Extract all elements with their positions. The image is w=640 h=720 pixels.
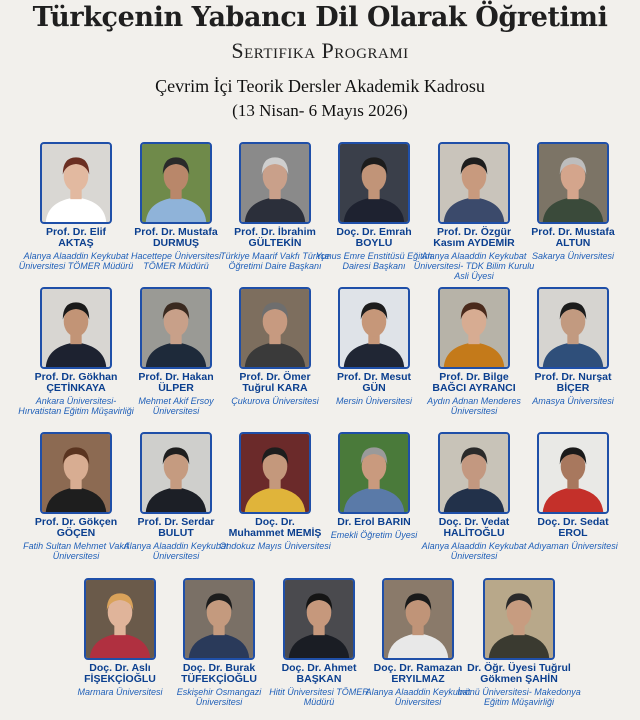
name-title-line: Doç. Dr. Ramazan — [373, 662, 463, 674]
name-title-line: Doç. Dr. Vedat — [438, 516, 510, 528]
portrait-photo — [537, 142, 609, 224]
name-surname-line: ERYILMAZ — [391, 673, 445, 685]
name-title-line: Prof. Dr. Ömer — [239, 371, 311, 383]
name-title-line: Prof. Dr. Özgür — [436, 226, 512, 238]
faculty-affiliation: Adıyaman Üniversitesi — [528, 541, 618, 551]
name-surname-line: BİÇER — [556, 382, 590, 394]
faculty-affiliation: Hitit Üniversitesi TÖMER Müdürü — [269, 687, 369, 707]
name-surname-line: BULUT — [158, 527, 194, 539]
name-title-line: Doç. Dr. Burak — [182, 662, 256, 674]
faculty-name — [513, 372, 633, 394]
portrait-photo — [338, 142, 410, 224]
portrait-photo — [537, 287, 609, 369]
portrait-photo — [140, 142, 212, 224]
name-surname-line: GÜN — [362, 382, 386, 394]
portrait-photo — [239, 142, 311, 224]
name-surname-line: ÜLPER — [158, 382, 194, 394]
faculty-affiliation: Yunus Emre Enstitüsü Eğitim Dairesi Başkanı — [315, 251, 433, 271]
name-surname-line: Muhammet MEMİŞ — [228, 527, 322, 539]
portrait-photo — [338, 287, 410, 369]
portrait-photo — [537, 432, 609, 514]
portrait-photo — [338, 432, 410, 514]
portrait-photo — [140, 287, 212, 369]
faculty-affiliation: Çukurova Üniversitesi — [231, 396, 319, 406]
faculty-affiliation: Alanya Alaaddin Keykubat Üniversitesi TÖMER Müdürü — [18, 251, 134, 271]
faculty-affiliation: Alanya Alaaddin Keykubat Üniversitesi- TDK Bilim Kurulu Asli Üyesi — [413, 251, 535, 281]
name-title-line: Prof. Dr. Nurşat — [534, 371, 612, 383]
faculty-affiliation: Aydın Adnan Menderes Üniversitesi — [427, 396, 521, 416]
name-surname-line: AKTAŞ — [58, 237, 94, 249]
portrait-photo — [483, 578, 555, 660]
program-subtitle: Sertifika Programı — [231, 38, 409, 63]
faculty-name — [459, 663, 579, 685]
faculty-affiliation: Alanya Alaaddin Keykubat Üniversitesi — [421, 541, 527, 561]
name-title-line: Doç. Dr. Sedat — [537, 516, 609, 528]
name-surname-line: Gökmen ŞAHİN — [480, 673, 558, 685]
faculty-affiliation: Alanya Alaaddin Keykubat Üniversitesi — [123, 541, 229, 561]
portrait-photo — [438, 142, 510, 224]
faculty-affiliation: Mehmet Akif Ersoy Üniversitesi — [138, 396, 214, 416]
name-surname-line: BOYLU — [355, 237, 393, 249]
name-title-line: Prof. Dr. Mustafa — [134, 226, 218, 238]
name-title-line: Prof. Dr. Mesut — [336, 371, 412, 383]
faculty-affiliation: Emekli Öğretim Üyesi — [330, 530, 418, 540]
faculty-affiliation: İnönü Üniversitesi- Makedonya Eğitim Müşavirliği — [457, 687, 581, 707]
faculty-name — [513, 227, 633, 249]
page-title: Türkçenin Yabancı Dil Olarak Öğretimi — [32, 2, 608, 33]
portrait-photo — [40, 287, 112, 369]
name-title-line: Doç. Dr. Aslı — [89, 662, 151, 674]
portrait-photo — [183, 578, 255, 660]
faculty-affiliation: Fatih Sultan Mehmet Vakıf Üniversitesi — [23, 541, 129, 561]
name-surname-line: ÇETİNKAYA — [46, 382, 106, 394]
name-title-line: Prof. Dr. İbrahim — [234, 226, 316, 238]
name-title-line: Doç. Dr. Emrah — [336, 226, 412, 238]
portrait-photo — [140, 432, 212, 514]
faculty-affiliation: Ankara Üniversitesi- Hırvatistan Eğitim Müşavirliği — [18, 396, 134, 416]
name-title-line: Dr. Erol BARIN — [337, 516, 411, 528]
name-surname-line: FİŞEKÇİOĞLU — [84, 673, 156, 685]
faculty-affiliation: Türkiye Maarif Vakfı Türkçe Öğretimi Daire Başkanı — [220, 251, 330, 271]
name-surname-line: Kasım AYDEMİR — [433, 237, 515, 249]
portrait-photo — [239, 287, 311, 369]
name-surname-line: GÜLTEKİN — [248, 237, 302, 249]
name-surname-line: TÜFEKÇİOĞLU — [181, 673, 257, 685]
portrait-photo — [40, 432, 112, 514]
name-title-line: Prof. Dr. Serdar — [137, 516, 215, 528]
faculty-affiliation: Sakarya Üniversitesi — [531, 251, 615, 261]
faculty-affiliation: Mersin Üniversitesi — [335, 396, 413, 406]
name-title-line: Prof. Dr. Hakan — [138, 371, 214, 383]
name-title-line: Prof. Dr. Gökçen — [34, 516, 118, 528]
name-surname-line: ALTUN — [555, 237, 591, 249]
name-title-line: Doç. Dr. — [255, 516, 295, 528]
program-dates: (13 Nisan- 6 Mayıs 2026) — [232, 101, 408, 120]
name-title-line: Doç. Dr. Ahmet — [281, 662, 357, 674]
faculty-affiliation: Eskişehir Osmangazi Üniversitesi — [176, 687, 262, 707]
portrait-photo — [283, 578, 355, 660]
faculty-affiliation: Marmara Üniversitesi — [77, 687, 163, 697]
name-surname-line: BAĞCI AYRANCI — [432, 382, 516, 394]
name-surname-line: GÖÇEN — [56, 527, 96, 539]
faculty-affiliation: Amasya Üniversitesi — [532, 396, 614, 406]
name-title-line: Prof. Dr. Bilge — [439, 371, 509, 383]
portrait-photo — [438, 287, 510, 369]
name-title-line: Prof. Dr. Mustafa — [531, 226, 615, 238]
name-title-line: Dr. Öğr. Üyesi Tuğrul — [467, 662, 571, 674]
name-surname-line: BAŞKAN — [296, 673, 342, 685]
faculty-affiliation: Ondokuz Mayıs Üniversitesi — [219, 541, 331, 551]
portrait-photo — [438, 432, 510, 514]
portrait-photo — [84, 578, 156, 660]
portrait-photo — [382, 578, 454, 660]
name-title-line: Prof. Dr. Elif — [45, 226, 107, 238]
portrait-photo — [239, 432, 311, 514]
faculty-heading: Çevrim İçi Teorik Dersler Akademik Kadrosu — [155, 76, 485, 96]
name-title-line: Prof. Dr. Gökhan — [34, 371, 118, 383]
faculty-affiliation: Hacettepe Üniversitesi TÖMER Müdürü — [130, 251, 222, 271]
faculty-name — [513, 517, 633, 539]
name-surname-line: EROL — [558, 527, 588, 539]
faculty-affiliation: Alanya Alaaddin Keykubat Üniversitesi — [365, 687, 471, 707]
name-surname-line: Tuğrul KARA — [242, 382, 308, 394]
name-surname-line: HALİTOĞLU — [443, 527, 505, 539]
portrait-photo — [40, 142, 112, 224]
name-surname-line: DURMUŞ — [152, 237, 200, 249]
